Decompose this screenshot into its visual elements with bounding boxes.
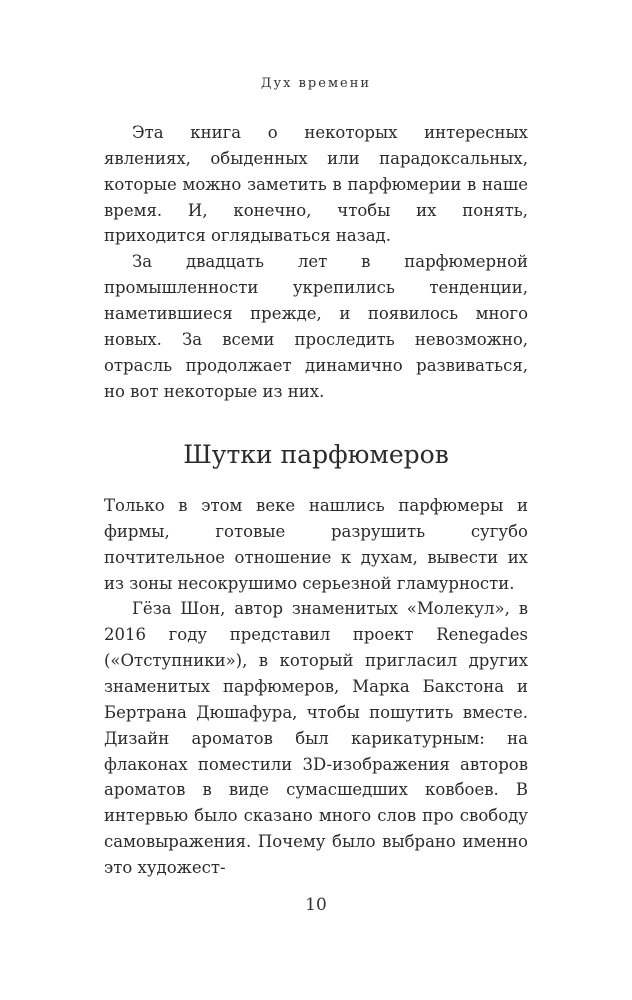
section-paragraph-1: Только в этом веке нашлись парфюмеры и фирмы, готовые разрушить сугубо почтительное отношение к духам, вывести их из зоны несокрушимо серьезной гламурности.: [104, 496, 528, 593]
running-head: Дух времени: [260, 76, 372, 91]
intro-paragraph-1: Эта книга о некоторых интересных явлениях, обыденных или парадоксальных, которые можно заметить в парфюмерии в наше время. И, конечно, чтобы их понять, приходится оглядываться назад.: [104, 123, 528, 246]
intro-paragraph-2: За двадцать лет в парфюмерной промышленности укрепились тенденции, наметившиеся прежде, и появилось много новых. За всеми проследить невозможно, отрасль продолжает динамично развиваться, но вот некоторые из них.: [104, 252, 528, 401]
section-text: [104, 493, 528, 881]
page-number: 10: [305, 895, 327, 915]
section-paragraph-2: Гёза Шон, автор знаменитых «Молекул», в 2016 году представил проект Renegades («Отступники»), в который пригласил других знаменитых парфюмеров, Марка Бакстона и Бертрана Дюшафура, чтобы пошутить вместе. Дизайн ароматов был карикатурным: на флаконах поместили 3D-изображения авторов ароматов в виде сумасшедших ковбоев. В интервью было сказано много слов про свободу самовыражения. Почему было выбрано именно это художест-: [104, 599, 528, 878]
section-heading: Шутки парфюмеров: [183, 440, 449, 469]
intro-text: [104, 120, 528, 404]
